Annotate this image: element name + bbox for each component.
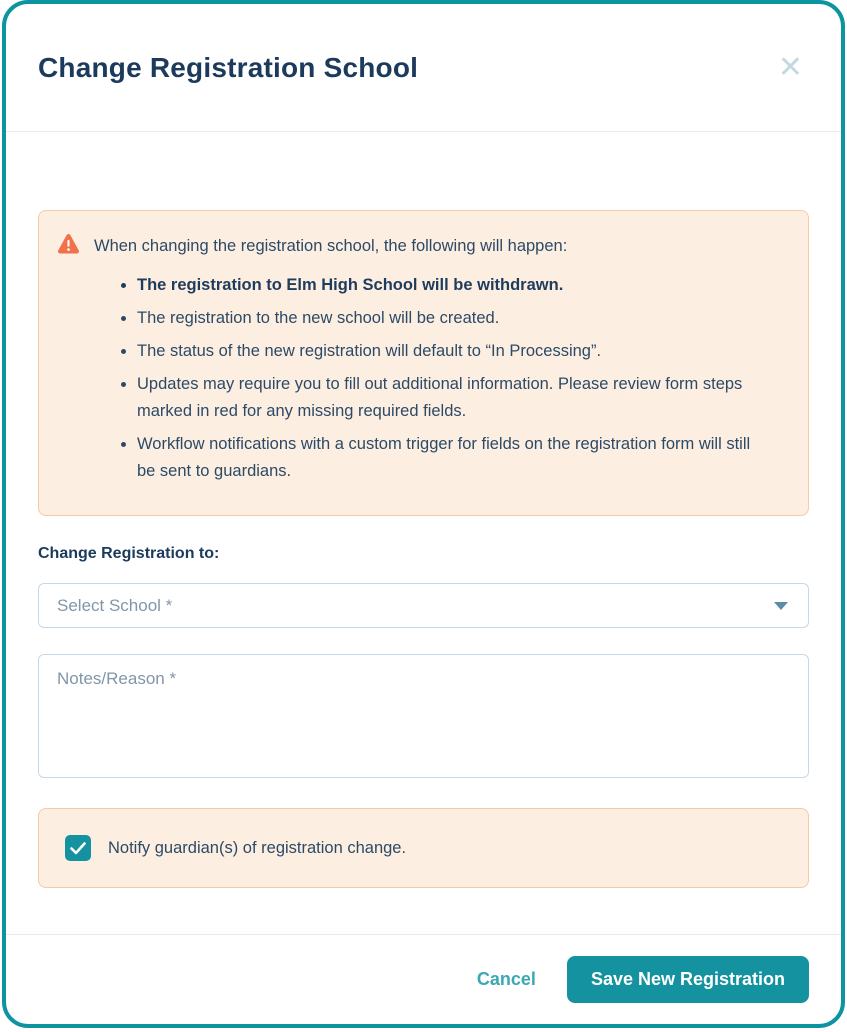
chevron-down-icon [774, 602, 788, 610]
warning-triangle-icon [57, 233, 80, 260]
notes-reason-field[interactable] [38, 654, 809, 778]
warning-bullet: • Workflow notifications with a custom trigger for fields on the registration form will still be sent to guardians. [137, 431, 788, 485]
notify-guardians-panel [38, 808, 809, 888]
school-select[interactable] [38, 583, 809, 628]
warning-heading-row [57, 233, 788, 260]
warning-callout [38, 210, 809, 516]
save-new-registration-button[interactable]: Save New Registration [567, 956, 809, 1003]
warning-bullet-list [57, 272, 788, 485]
school-select-placeholder: Select School * [57, 595, 173, 615]
warning-bullet: • Updates may require you to fill out additional information. Please review form steps marked in red for any missing required fields. [137, 371, 788, 425]
change-registration-to-label: Change Registration to: [38, 545, 220, 562]
modal-body [6, 132, 841, 934]
close-icon[interactable]: ✕ [774, 49, 807, 87]
checkbox-check-icon [70, 842, 86, 855]
warning-bullet: • The status of the new registration will default to “In Processing”. [137, 338, 788, 365]
notify-guardians-checkbox[interactable] [65, 835, 91, 861]
cancel-button[interactable]: Cancel [476, 969, 536, 989]
warning-heading-text: When changing the registration school, the following will happen: [94, 237, 568, 255]
modal-footer [6, 934, 841, 1024]
notify-guardians-label: Notify guardian(s) of registration change. [108, 838, 407, 857]
warning-bullet: • The registration to Elm High School will be withdrawn. [137, 272, 788, 299]
warning-bullet: • The registration to the new school will be created. [137, 305, 788, 332]
modal-header [6, 4, 841, 132]
change-registration-modal [2, 0, 845, 1028]
modal-title: Change Registration School [38, 51, 419, 83]
